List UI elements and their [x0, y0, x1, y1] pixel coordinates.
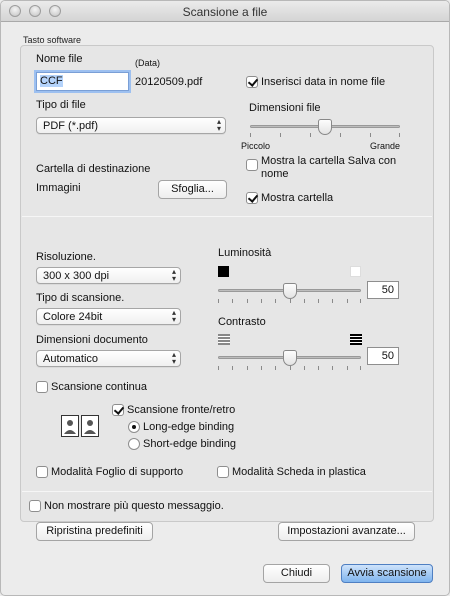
close-button[interactable]: Chiudi	[263, 564, 330, 583]
slider-thumb[interactable]	[283, 283, 297, 299]
contrast-value-field[interactable]: 50	[367, 347, 399, 365]
start-scan-button[interactable]: Avvia scansione	[341, 564, 433, 583]
restore-defaults-button[interactable]: Ripristina predefiniti	[36, 522, 153, 541]
show-folder-label: Mostra cartella	[261, 192, 334, 204]
popup-arrows-icon: ▴ ▾	[171, 350, 176, 366]
size-small-label: Piccolo	[241, 141, 271, 151]
file-name-field[interactable]	[36, 72, 129, 91]
plastic-card-label: Modalità Scheda in plastica	[232, 466, 366, 478]
file-type-label: Tipo di file	[36, 99, 86, 111]
popup-arrows-icon: ▴ ▾	[171, 267, 176, 283]
section-divider	[22, 216, 432, 217]
file-name-value: CCF	[40, 75, 63, 87]
section-divider	[22, 491, 432, 492]
destination-folder-label: Cartella di destinazione	[36, 163, 151, 175]
brightness-slider[interactable]	[218, 283, 361, 299]
carrier-sheet-label: Modalità Foglio di supporto	[51, 466, 184, 478]
show-folder-checkbox[interactable]	[246, 192, 258, 204]
short-edge-label: Short-edge binding	[143, 438, 236, 450]
dark-brightness-icon	[218, 266, 229, 277]
file-name-label: Nome file	[36, 53, 83, 65]
file-size-label: Dimensioni file	[249, 102, 321, 114]
contrast-ticks	[218, 366, 361, 370]
high-contrast-icon	[350, 334, 362, 345]
short-edge-radio[interactable]	[128, 438, 140, 450]
long-edge-label: Long-edge binding	[143, 421, 235, 433]
group-label: Tasto software	[23, 35, 82, 45]
contrast-slider[interactable]	[218, 350, 361, 366]
resolution-label: Risoluzione.	[36, 251, 96, 263]
file-type-select[interactable]	[36, 117, 226, 134]
file-size-ticks	[250, 133, 400, 137]
slider-thumb[interactable]	[283, 350, 297, 366]
duplex-scan-label: Scansione fronte/retro	[127, 404, 236, 416]
window-title: Scansione a file	[182, 5, 268, 19]
duplex-scan-checkbox[interactable]	[112, 404, 124, 416]
scan-type-label: Tipo di scansione.	[36, 292, 125, 304]
scan-type-select[interactable]	[36, 308, 181, 325]
browse-button[interactable]: Sfoglia...	[158, 180, 227, 199]
advanced-settings-button[interactable]: Impostazioni avanzate...	[278, 522, 415, 541]
size-large-label: Grande	[370, 141, 401, 151]
file-type-value: PDF (*.pdf)	[43, 120, 99, 132]
show-save-folder-checkbox[interactable]	[246, 159, 258, 171]
duplex-scan-icon	[61, 415, 99, 437]
file-name-suffix: 20120509.pdf	[135, 76, 203, 88]
popup-arrows-icon: ▴ ▾	[216, 117, 221, 133]
light-brightness-icon	[350, 266, 361, 277]
long-edge-radio[interactable]	[128, 421, 140, 433]
dont-show-again-checkbox[interactable]	[29, 500, 41, 512]
low-contrast-icon	[218, 334, 230, 345]
document-size-label: Dimensioni documento	[36, 334, 148, 346]
insert-date-checkbox[interactable]	[246, 76, 258, 88]
brightness-value-field[interactable]: 50	[367, 281, 399, 299]
brightness-ticks	[218, 299, 361, 303]
carrier-sheet-checkbox[interactable]	[36, 466, 48, 478]
scan-type-value: Colore 24bit	[43, 311, 103, 323]
resolution-value: 300 x 300 dpi	[43, 270, 110, 282]
continuous-scan-checkbox[interactable]	[36, 381, 48, 393]
continuous-scan-label: Scansione continua	[51, 381, 148, 393]
date-label: (Data)	[135, 58, 161, 68]
popup-arrows-icon: ▴ ▾	[171, 308, 176, 324]
contrast-label: Contrasto	[218, 316, 266, 328]
plastic-card-checkbox[interactable]	[217, 466, 229, 478]
show-save-folder-label: Mostra la cartella Salva con nome	[261, 155, 397, 180]
brightness-label: Luminosità	[218, 247, 272, 259]
document-size-select[interactable]	[36, 350, 181, 367]
title-bar	[1, 1, 449, 22]
destination-folder-value: Immagini	[36, 182, 81, 194]
document-size-value: Automatico	[43, 353, 99, 365]
resolution-select[interactable]	[36, 267, 181, 284]
dont-show-again-label: Non mostrare più questo messaggio.	[44, 500, 224, 512]
insert-date-label: Inserisci data in nome file	[261, 76, 386, 88]
